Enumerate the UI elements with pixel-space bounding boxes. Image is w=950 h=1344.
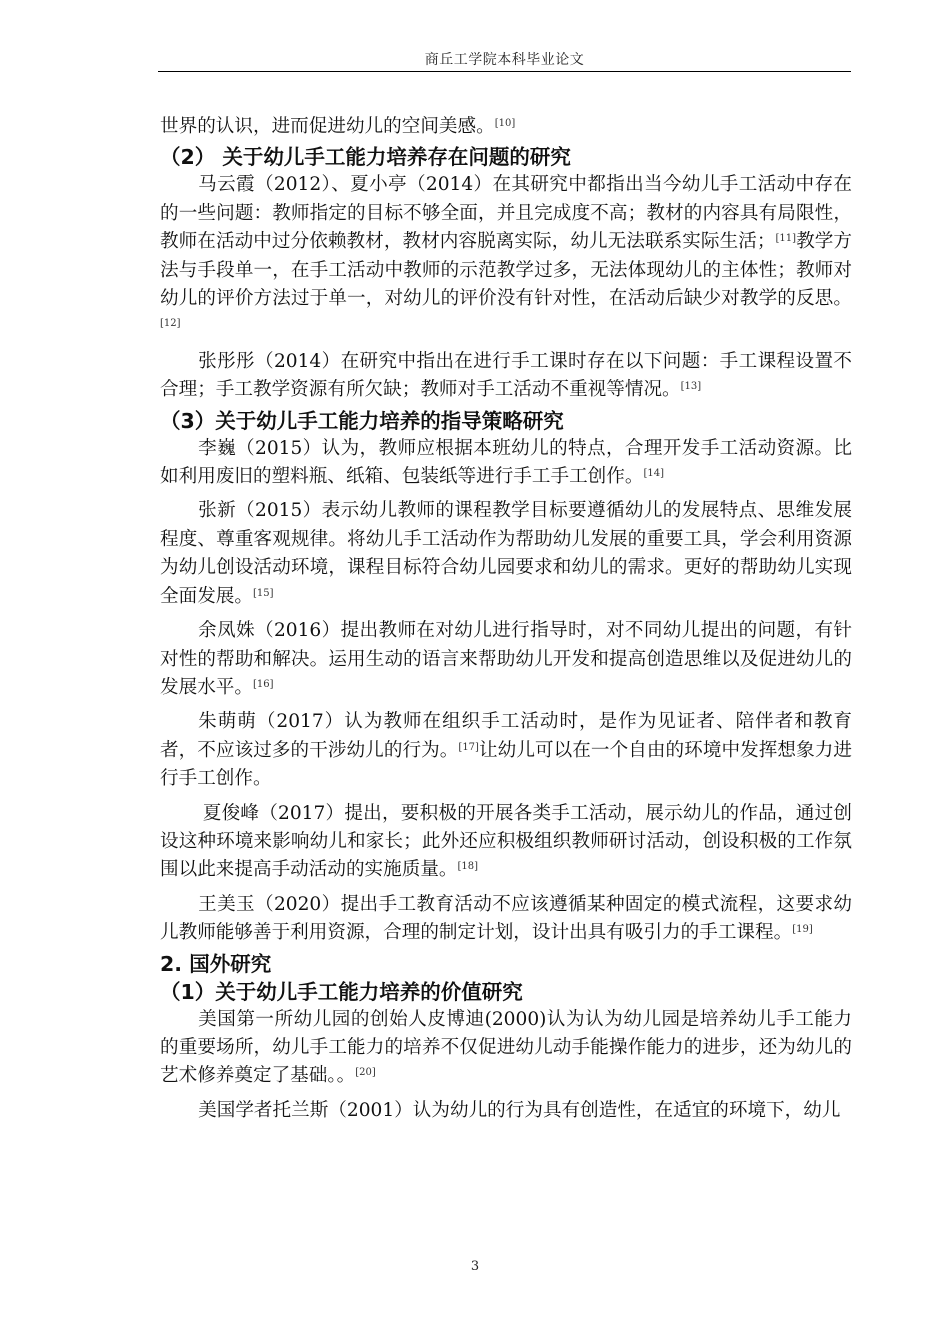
paragraph-li-wei bbox=[160, 435, 852, 492]
paragraph-text: 余凤姝（2016）提出教师在对幼儿进行指导时，对不同幼儿提出的问题，有针对性的帮助和解决。运用生动的语言来帮助幼儿开发和提高创造思维以及促进幼儿的发展水平。 bbox=[160, 620, 852, 698]
citation-ref: [20] bbox=[355, 1067, 376, 1079]
paragraph-peabody bbox=[160, 1006, 852, 1091]
paragraph-text: 张新（2015）表示幼儿教师的课程教学目标要遵循幼儿的发展特点、思维发展程度、尊重客观规律。将幼儿手工活动作为帮助幼儿发展的重要工具，学会利用资源为幼儿创设活动环境，课程目标符合幼儿园要求和幼儿的需求。更好的帮助幼儿实现全面发展。 bbox=[160, 500, 852, 607]
paragraph-zhang-xin bbox=[160, 497, 852, 611]
section-heading-foreign-research: 2. 国外研究 bbox=[160, 951, 272, 976]
citation-ref: [15] bbox=[252, 587, 274, 599]
running-header: 商丘工学院本科毕业论文 bbox=[424, 52, 585, 68]
citation-ref: [19] bbox=[792, 924, 813, 936]
paragraph-text: 夏俊峰（2017）提出，要积极的开展各类手工活动，展示幼儿的作品，通过创设这种环境来影响幼儿和家长；此外还应积极组织教师研讨活动，创设积极的工作氛围以此来提高手动活动的实施质量。 bbox=[160, 802, 852, 881]
paragraph-text: 王美玉（2020）提出手工教育活动不应该遵循某种固定的模式流程，这要求幼儿教师能够善于利用资源，合理的制定计划，设计出具有吸引力的手工课程。 bbox=[160, 893, 852, 944]
citation-ref: [11] bbox=[775, 233, 797, 245]
paragraph-ma-yunxia bbox=[160, 171, 852, 341]
paragraph-zhu-mengmeng bbox=[160, 708, 852, 793]
section-heading-strategies: （3）关于幼儿手工能力培养的指导策略研究 bbox=[160, 408, 564, 433]
paragraph-yu-fengshu bbox=[160, 617, 852, 702]
paragraph-xia-junfeng bbox=[160, 800, 852, 885]
paragraph-text: 世界的认识，进而促进幼儿的空间美感。 bbox=[160, 116, 495, 137]
section-heading-value-research: （1）关于幼儿手工能力培养的价值研究 bbox=[160, 979, 523, 1004]
citation-ref: [10] bbox=[494, 118, 516, 129]
paragraph-text: 让幼儿可以在一个自由的环境中发挥想象力进行手工创作。 bbox=[160, 739, 852, 790]
paragraph-text: 马云霞（2012）、夏小亭（2014）在其研究中都指出当今幼儿手工活动中存在的一些问题：教师指定的目标不够全面，并且完成度不高；教材的内容具有局限性，教师在活动中过分依赖教材，教材内容脱离实际，幼儿无法联系实际生活； bbox=[160, 174, 852, 253]
paragraph-text: 朱萌萌（2017）认为教师在组织手工活动时，是作为见证者、陪伴者和教育者，不应该过多的干涉幼儿的行为。 bbox=[160, 711, 852, 761]
citation-ref: [14] bbox=[643, 468, 664, 480]
citation-ref: [17] bbox=[458, 741, 479, 753]
paragraph-text: 美国第一所幼儿园的创始人皮博迪(2000)认为认为幼儿园是培养幼儿手工能力的重要场所，幼儿手工能力的培养不仅促进幼儿动手能操作能力的进步，还为幼儿的艺术修养奠定了基础。。 bbox=[160, 1008, 852, 1087]
paragraph-zhang-tongtong bbox=[160, 348, 852, 405]
citation-ref: [18] bbox=[457, 861, 479, 873]
page-number: 3 bbox=[470, 1259, 480, 1274]
paragraph-wang-meiyu bbox=[160, 891, 852, 948]
paragraph-text: 美国学者托兰斯（2001）认为幼儿的行为具有创造性，在适宜的环境下，幼儿 bbox=[198, 1099, 841, 1121]
paragraph-text: 李巍（2015）认为，教师应根据本班幼儿的特点，合理开发手工活动资源。比如利用废旧的塑料瓶、纸箱、包装纸等进行手工手工创作。 bbox=[160, 437, 852, 488]
paragraph-text: 张彤彤（2014）在研究中指出在进行手工课时存在以下问题：手工课程设置不合理；手工教学资源有所欠缺；教师对手工活动不重视等情况。 bbox=[160, 350, 852, 401]
citation-ref: [16] bbox=[252, 678, 274, 690]
paragraph-torrance bbox=[160, 1097, 852, 1125]
citation-ref: [13] bbox=[680, 381, 702, 393]
body-content bbox=[160, 113, 852, 1125]
citation-ref: [12] bbox=[160, 318, 181, 330]
paragraph-text: 教学方法与手段单一，在手工活动中教师的示范教学过多，无法体现幼儿的主体性；教师对幼儿的评价方法过于单一，对幼儿的评价没有针对性，在活动后缺少对教学的反思。 bbox=[160, 231, 852, 310]
paragraph-continuation bbox=[160, 113, 852, 141]
section-heading-problems: （2） 关于幼儿手工能力培养存在问题的研究 bbox=[160, 145, 571, 170]
header-rule bbox=[158, 71, 851, 72]
